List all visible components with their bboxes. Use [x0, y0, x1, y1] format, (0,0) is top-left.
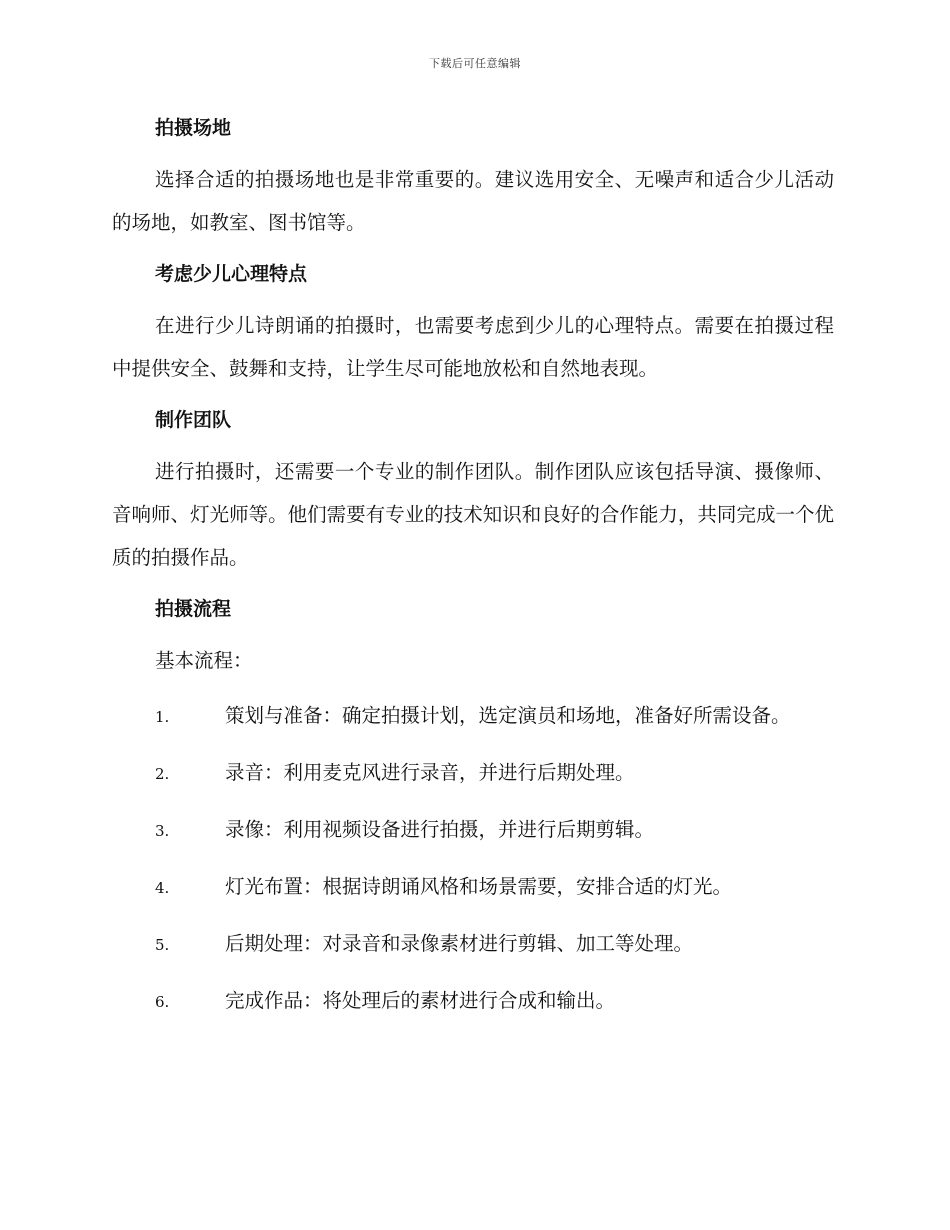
- list-item: [112, 694, 834, 739]
- list-item: [112, 751, 834, 796]
- list-item: [112, 808, 834, 853]
- section-heading-process: 拍摄流程: [155, 598, 232, 620]
- list-item-text: 后期处理：对录音和录像素材进行剪辑、加工等处理。: [225, 932, 694, 955]
- list-item-number: 2.: [155, 765, 170, 783]
- list-item-number: 5.: [155, 936, 170, 954]
- section-heading-team: 制作团队: [155, 409, 232, 431]
- section-paragraph-psychology: 在进行少儿诗朗诵的拍摄时，也需要考虑到少儿的心理特点。需要在拍摄过程中提供安全、鼓舞和支持，让学生尽可能地放松和自然地表现。: [112, 314, 834, 380]
- list-item-number: 1.: [155, 708, 170, 726]
- document-body: [112, 108, 834, 1036]
- list-item-text: 录像：利用视频设备进行拍摄，并进行后期剪辑。: [225, 818, 655, 841]
- section-paragraph-team: 进行拍摄时，还需要一个专业的制作团队。制作团队应该包括导演、摄像师、音响师、灯光师等。他们需要有专业的技术知识和良好的合作能力，共同完成一个优质的拍摄作品。: [112, 460, 834, 569]
- list-item-number: 3.: [155, 822, 170, 840]
- list-item-text: 录音：利用麦克风进行录音，并进行后期处理。: [225, 761, 635, 784]
- page-header: 下载后可任意编辑: [429, 57, 521, 70]
- section-heading-venue: 拍摄场地: [155, 117, 232, 139]
- list-item: [112, 922, 834, 967]
- list-item-number: 4.: [155, 879, 170, 897]
- list-item-text: 策划与准备：确定拍摄计划，选定演员和场地，准备好所需设备。: [225, 704, 791, 727]
- section-paragraph-venue: 选择合适的拍摄场地也是非常重要的。建议选用安全、无噪声和适合少儿活动的场地，如教室、图书馆等。: [112, 168, 834, 234]
- list-item: [112, 865, 834, 910]
- list-item-text: 灯光布置：根据诗朗诵风格和场景需要，安排合适的灯光。: [225, 875, 733, 898]
- list-item-text: 完成作品：将处理后的素材进行合成和输出。: [225, 989, 616, 1012]
- process-intro: 基本流程：: [155, 649, 253, 672]
- list-item-number: 6.: [155, 993, 170, 1011]
- list-item: [112, 979, 834, 1024]
- section-heading-psychology: 考虑少儿心理特点: [155, 263, 308, 285]
